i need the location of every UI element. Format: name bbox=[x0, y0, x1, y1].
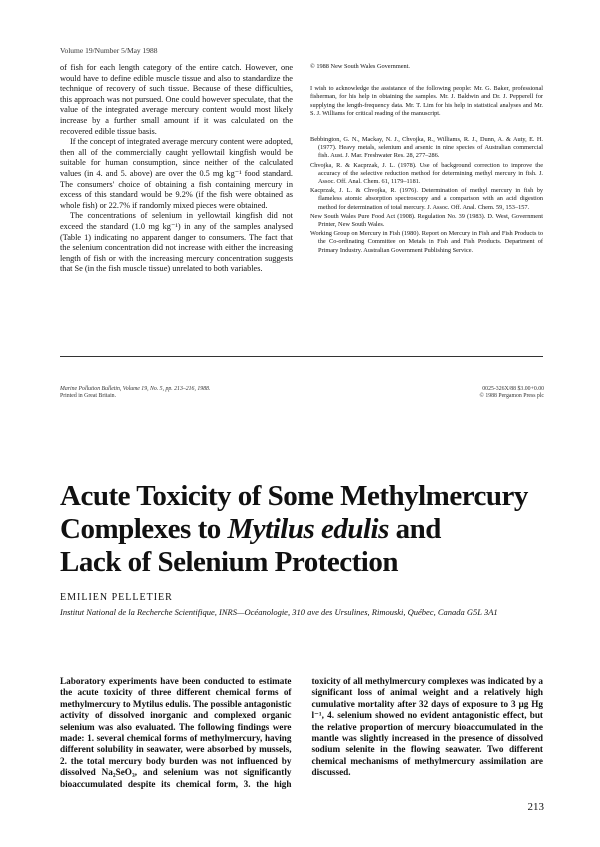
printed-line: Printed in Great Britain. bbox=[60, 393, 117, 399]
price-code: 0025-326X/88 $3.00+0.00 bbox=[482, 386, 544, 392]
species-name: Mytilus edulis bbox=[227, 513, 389, 545]
publisher-info bbox=[479, 386, 544, 400]
page-number: 213 bbox=[527, 801, 544, 813]
reference-list bbox=[310, 136, 543, 255]
publisher-copyright: © 1988 Pergamon Press plc bbox=[479, 393, 544, 399]
prev-article-right-column bbox=[310, 63, 543, 256]
journal-citation bbox=[60, 386, 320, 400]
abstract bbox=[60, 676, 543, 812]
reference-item: Working Group on Mercury in Fish (1980). Report on Mercury in Fish and Fish Products to the Co-ordinating Committee on Metals in Fish and Fish Products. Department of Primary Industry. Australian Government Publishing Service. bbox=[310, 230, 543, 254]
article-divider bbox=[60, 356, 543, 357]
journal-line: Marine Pollution Bulletin, Volume 19, No. 5, pp. 213–216, 1988. bbox=[60, 386, 211, 392]
reference-item: Kacprzak, J. L. & Chvojka, R. (1976). Determination of methyl mercury in fish by flameless atomic absorption spectroscopy and a comparison with an acid digestion method for determination of total mercury. J. Assoc. Off. Anal. Chem. 59, 153–157. bbox=[310, 187, 543, 211]
reference-item: Bebbington, G. N., Mackay, N. J., Chvojka, R., Williams, R. J., Dunn, A. & Auty, E. H. (1977). Heavy metals, selenium and arsenic in nine species of Australian commercial fish. Aust. J. Mar. Freshwater Res. 28, 277–286. bbox=[310, 136, 543, 160]
title-line: Complexes to Mytilus edulis and bbox=[60, 513, 441, 545]
title-line: Lack of Selenium Protection bbox=[60, 546, 398, 578]
running-head: Volume 19/Number 5/May 1988 bbox=[60, 46, 158, 55]
abstract-text: Laboratory experiments have been conducted to estimate the acute toxicity of three different chemical forms of methylmercury to Mytilus edulis. The possible antagonistic activity of dissolved inorganic and complexed organic selenium was also evaluated. The following findings were made: 1. several chemical forms of methylmercury, having different solubility in seawater, were absorbed by mussels, 2. the total mercury body burden was not influenced by dissolved Na₂SeO₃, and selenium was not significantly bioaccumulated despite its chemical form, 3. the high toxicity of all methylmercury complexes was indicated by a significant loss of animal weight and a relatively high cumulative mortality after 32 days of exposure to 3 µg Hg l⁻¹, 4. selenium showed no evident antagonistic effect, but the relative proportion of mercury bioaccumulated in the mantle was slightly increased in the presence of dissolved sodium selenite in the flowing seawater. Two different chemical mechanisms of methylmercury assimilation are discussed. bbox=[60, 676, 543, 789]
body-paragraph: If the concept of integrated average mercury content were adopted, then all of the commercially caught yellowtail kingfish would be suitable for human consumption, since neither of the calculated values (in 4. and 5. above) are over the 0.5 mg kg⁻¹ food standard. The consumers' choice of obtaining a fish containing mercury in excess of this standard would be 9.2% (if the fish were obtained as whole fish) or 22.7% if randomly mixed pieces were obtained. bbox=[60, 137, 293, 210]
reference-item: Chvojka, R. & Kacprzak, J. L. (1978). Use of background correction to improve the accuracy of the selective reduction method for determining methyl mercury in fish. J. Assoc. Off. Anal. Chem. 61, 1179–1181. bbox=[310, 161, 543, 186]
title-line: Acute Toxicity of Some Methylmercury bbox=[60, 480, 528, 512]
body-paragraph: of fish for each length category of the entire catch. However, one would have to define edible muscle tissue and also to standardize the technique of recovery of such tissue. Because of these difficulties, this approach was not pursued. One could however speculate, that the value of the integrated average mercury content would most likely increase by a further small amount if it was calculated on the recovered edible tissue basis. bbox=[60, 63, 293, 136]
author-affiliation: Institut National de la Recherche Scientifique, INRS—Océanologie, 310 ave des Ursulines, Rimouski, Québec, Canada G5L 3A1 bbox=[60, 607, 498, 617]
prev-article-left-column bbox=[60, 63, 293, 275]
reference-item: New South Wales Pure Food Act (1908). Regulation No. 39 (1983). D. West, Government Printer, New South Wales. bbox=[310, 212, 543, 229]
copyright-note: © 1988 New South Wales Government. bbox=[310, 63, 410, 70]
body-paragraph: The concentrations of selenium in yellowtail kingfish did not exceed the standard (1.0 mg kg⁻¹) in any of the samples analysed (Table 1) indicating no apparent danger to consumers. The fact that the selenium concentration did not increase with either the increasing length of fish or with the increasing mercury concentration suggests that Se (in the fish muscle tissue) unrelated to both variables. bbox=[60, 211, 293, 274]
article-title bbox=[60, 480, 540, 579]
acknowledgement: I wish to acknowledge the assistance of the following people: Mr. G. Baker, professional fisherman, for his help in obtaining the samples. Mr. J. Baldwin and Dr. J. Pepperell for supplying the length-frequency data. Mr. T. Lim for his help in statistical analyses and Mr. S. J. Williams for critical reading of the manuscript. bbox=[310, 85, 543, 117]
author-name: EMILIEN PELLETIER bbox=[60, 592, 173, 603]
